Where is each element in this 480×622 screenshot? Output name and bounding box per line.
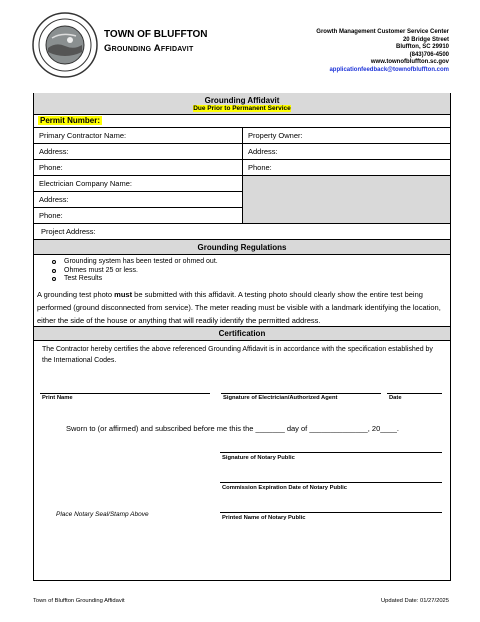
footer-updated-date: Updated Date: 01/27/2025: [380, 598, 449, 604]
field-project-address[interactable]: Project Address:: [41, 227, 96, 236]
field-electrician-company[interactable]: Electrician Company Name:: [34, 176, 242, 192]
field-electrician-address[interactable]: Address:: [34, 192, 242, 208]
certification-bar: [34, 326, 450, 341]
field-electrician-phone[interactable]: Phone:: [34, 208, 242, 224]
commission-date-label: Commission Expiration Date of Notary Public: [222, 485, 347, 491]
printed-notary-label: Printed Name of Notary Public: [222, 515, 306, 521]
field-primary-contractor[interactable]: Primary Contractor Name:: [34, 128, 242, 144]
sworn-statement: Sworn to (or affirmed) and subscribed before me this the _______ day of ______________, 20____.: [66, 424, 400, 433]
contact-city: Bluffton, SC 29910: [395, 44, 449, 51]
certification-title: Certification: [218, 329, 266, 338]
date-line[interactable]: [387, 393, 442, 394]
notary-seal-note: Place Notary Seal/Stamp Above: [56, 511, 149, 518]
commission-date-line[interactable]: [220, 482, 442, 483]
field-owner-address[interactable]: Address:: [243, 144, 450, 160]
bullet-icon: [52, 277, 56, 281]
regulations-title: Grounding Regulations: [197, 242, 287, 252]
notary-signature-line[interactable]: [220, 452, 442, 453]
contact-center: Growth Management Customer Service Center: [316, 29, 449, 35]
regulation-item: Ohmes must 25 or less.: [52, 267, 218, 276]
contact-block: [316, 29, 449, 75]
date-label: Date: [389, 395, 402, 401]
regulations-bar: [34, 239, 450, 255]
field-property-owner[interactable]: Property Owner:: [243, 128, 450, 144]
field-contractor-address[interactable]: Address:: [34, 144, 242, 160]
permit-number-label: Permit Number:: [40, 116, 101, 125]
contact-website[interactable]: www.townofbluffton.sc.gov: [370, 59, 449, 66]
print-name-label: Print Name: [42, 395, 73, 401]
affidavit-subtitle: Due Prior to Permanent Service: [193, 105, 291, 112]
town-title: TOWN OF BLUFFTON: [104, 29, 208, 40]
photo-requirement-paragraph: A grounding test photo must be submitted with this affidavit. A testing photo should clearly show the entire test being performed (ground disconnected from service). The meter reading must be visible with a landmark identifying the location, either the side of the house or anything that will readily identify the permitted address.: [37, 290, 441, 325]
contact-street: 20 Bridge Street: [402, 36, 449, 43]
certification-statement: The Contractor hereby certifies the above referenced Grounding Affidavit is in accordance with the specification established by the International Codes.: [42, 346, 433, 364]
owner-fields: [243, 128, 450, 224]
notary-signature-label: Signature of Notary Public: [222, 455, 295, 461]
town-seal-logo: [32, 12, 98, 78]
affidavit-title: Grounding Affidavit: [204, 96, 280, 105]
shaded-blank-area: [243, 176, 450, 224]
contact-phone: (843)706-4500: [409, 51, 449, 58]
field-owner-phone[interactable]: Phone:: [243, 160, 450, 176]
permit-number-input[interactable]: [130, 115, 450, 128]
printed-notary-line[interactable]: [220, 512, 442, 513]
regulation-item: Grounding system has been tested or ohmed out.: [52, 258, 218, 267]
contractor-fields: [34, 128, 242, 224]
print-name-line[interactable]: [40, 393, 210, 394]
agent-signature-line[interactable]: [221, 393, 381, 394]
regulations-list: [52, 258, 218, 284]
form-title: Grounding Affidavit: [104, 43, 194, 54]
regulation-item: Test Results: [52, 275, 218, 284]
contact-email[interactable]: applicationfeedback@townofbluffton.com: [329, 66, 449, 73]
agent-signature-label: Signature of Electrician/Authorized Agent: [223, 395, 338, 401]
bullet-icon: [52, 269, 56, 273]
footer-form-name: Town of Bluffton Grounding Affidavit: [33, 598, 125, 604]
affidavit-title-bar: [34, 93, 450, 115]
field-contractor-phone[interactable]: Phone:: [34, 160, 242, 176]
bullet-icon: [52, 260, 56, 264]
